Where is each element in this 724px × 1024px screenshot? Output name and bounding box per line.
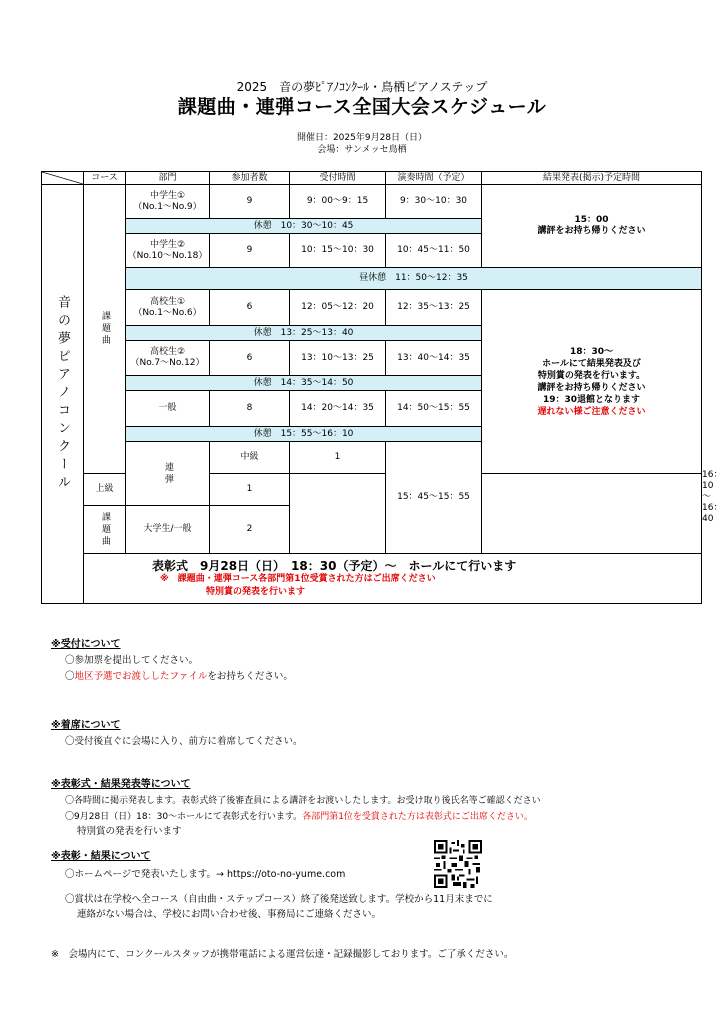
table-row (42, 290, 702, 326)
course-kadai: 課題曲 (84, 185, 126, 474)
header-perform: 演奏時間（予定） (386, 172, 482, 185)
perform-cell: 12：35～13：25 (386, 290, 482, 326)
break-label: 休憩 10：30～10：45 (126, 219, 482, 234)
header-count: 参加者数 (210, 172, 290, 185)
table-row (42, 506, 702, 554)
homepage-link[interactable]: 〇ホームページで発表いたします。→ https://oto-no-yume.com (65, 869, 346, 880)
schedule-table (41, 171, 723, 604)
event-info (0, 132, 724, 156)
header-reception: 受付時間 (290, 172, 386, 185)
perform-cell: 13：40～14：35 (386, 341, 482, 376)
lunch-break-row (42, 268, 702, 290)
reception-cell: 14：20～14：35 (290, 391, 386, 427)
table-row (42, 185, 702, 219)
result-cell-2: 18：30～ ホールにて結果発表及び 特別賞の発表を行います。 講評をお持ち帰りください 19：30退館となります 遅れない様ご注意ください (482, 290, 702, 474)
notes-ceremony: ※表彰式・結果発表等について 〇各時間に掲示発表します。表彰式終了後審査員による講評をお渡いしたします。お受け取り後氏名等ご確認ください 〇9月28日（日）18：30～ホールにて表彰式を行います。各部門第1位を受賞された方は表彰式にご出席ください。 特別賞の発表を行います (51, 775, 541, 838)
section-heading: ※表彰式・結果発表等について (51, 779, 191, 790)
count-cell: 2 (210, 506, 290, 554)
notes-results: ※表彰・結果について 〇ホームページで発表いたします。→ https://oto-no-yume.com 〇賞状は在学校へ全コース（自由曲・ステップコース）終了後発送致します。学校から11月末までに 連絡がない場合は、学校にお問い合わせ後、事務局にご連絡ください。 (51, 847, 493, 921)
dept-cell: 一般 (126, 391, 210, 427)
section-heading: ※表彰・結果について (51, 851, 151, 862)
dept-cell: 大学生/一般 (126, 506, 210, 554)
notes-seating: ※着席について 〇受付後直ぐに会場に入り、前方に着席してください。 (51, 716, 303, 750)
page-title: 課題曲・連弾コース全国大会スケジュール (177, 96, 547, 118)
perform-cell: 9：30～10：30 (386, 185, 482, 219)
dept-cell: 高校生① （No.1～No.6） (126, 290, 210, 326)
count-cell: 8 (210, 391, 290, 427)
break-label: 休憩 13：25～13：40 (126, 326, 482, 341)
header-diagonal-cell (42, 172, 84, 185)
dept-cell: 中級 (210, 442, 290, 474)
result-cell-1: 15：00 講評をお持ち帰りください (482, 185, 702, 268)
competition-name: 音の夢ピアノコンクール (42, 185, 84, 604)
table-header-row (42, 172, 702, 185)
reception-cell: 13：10～13：25 (290, 341, 386, 376)
award-row (42, 554, 702, 604)
event-subtitle: 2025 音の夢ﾋﾟｱﾉｺﾝｸｰﾙ・鳥栖ピアノステップ (236, 80, 488, 94)
award-note-2: 特別賞の発表を行います (206, 586, 306, 597)
count-cell: 6 (210, 290, 290, 326)
award-main: 表彰式 9月28日（日） 18：30（予定）～ ホールにて行います (152, 558, 517, 573)
qr-code-icon[interactable] (434, 840, 482, 888)
header-course: コース (84, 172, 126, 185)
course-rendan: 連弾 (126, 442, 210, 506)
perform-cell: 10：45～11：50 (386, 234, 482, 268)
award-note-1: ※ 課題曲・連弾コース各部門第1位受賞された方はご出席ください (160, 573, 436, 584)
section-heading: ※受付について (51, 639, 121, 650)
reception-cell: 9：00～9：15 (290, 185, 386, 219)
reception-cell: 12：05～12：20 (290, 290, 386, 326)
count-cell: 9 (210, 234, 290, 268)
count-cell: 1 (210, 474, 290, 506)
award-cell (84, 554, 702, 604)
reception-cell: 10：15～10：30 (290, 234, 386, 268)
footer-note: ※ 会場内にて、コンクールスタッフが携帯電話による運営伝達・記録撮影しております。ご了承ください。 (51, 949, 514, 960)
event-venue: 会場：サンメッセ鳥栖 (317, 145, 407, 155)
reception-cell: 15：45～15：55 (386, 442, 482, 554)
file-note: 〇地区予選でお渡ししたファイルをお持ちください。 (65, 671, 293, 682)
header-dept: 部門 (126, 172, 210, 185)
perform-cell: 14：50～15：55 (386, 391, 482, 427)
dept-cell: 中学生② （No.10～No.18） (126, 234, 210, 268)
late-warning: 遅れない様ご注意ください (537, 406, 646, 417)
table-row: 連弾 中級 1 15：45～15：55 16：10～16：40 (42, 442, 702, 474)
notes-reception: ※受付について 〇参加票を提出してください。 〇地区予選でお渡ししたファイルをお持ちください。 (51, 635, 293, 685)
count-cell: 6 (210, 341, 290, 376)
section-heading: ※着席について (51, 720, 121, 731)
break-label: 休憩 15：55～16：10 (126, 427, 482, 442)
header-result: 結果発表(掲示)予定時間 (482, 172, 702, 185)
dept-cell: 高校生② （No.7～No.12） (126, 341, 210, 376)
lunch-break-label: 昼休憩 11：50～12：35 (126, 268, 702, 290)
event-date: 開催日：2025年9月28日（日） (296, 133, 428, 143)
break-label: 休憩 14：35～14：50 (126, 376, 482, 391)
course-kadai-2: 課題曲 (84, 506, 126, 554)
dept-cell: 上級 (84, 474, 126, 506)
dept-cell: 中学生① （No.1～No.9） (126, 185, 210, 219)
count-cell: 9 (210, 185, 290, 219)
count-cell: 1 (290, 442, 386, 474)
